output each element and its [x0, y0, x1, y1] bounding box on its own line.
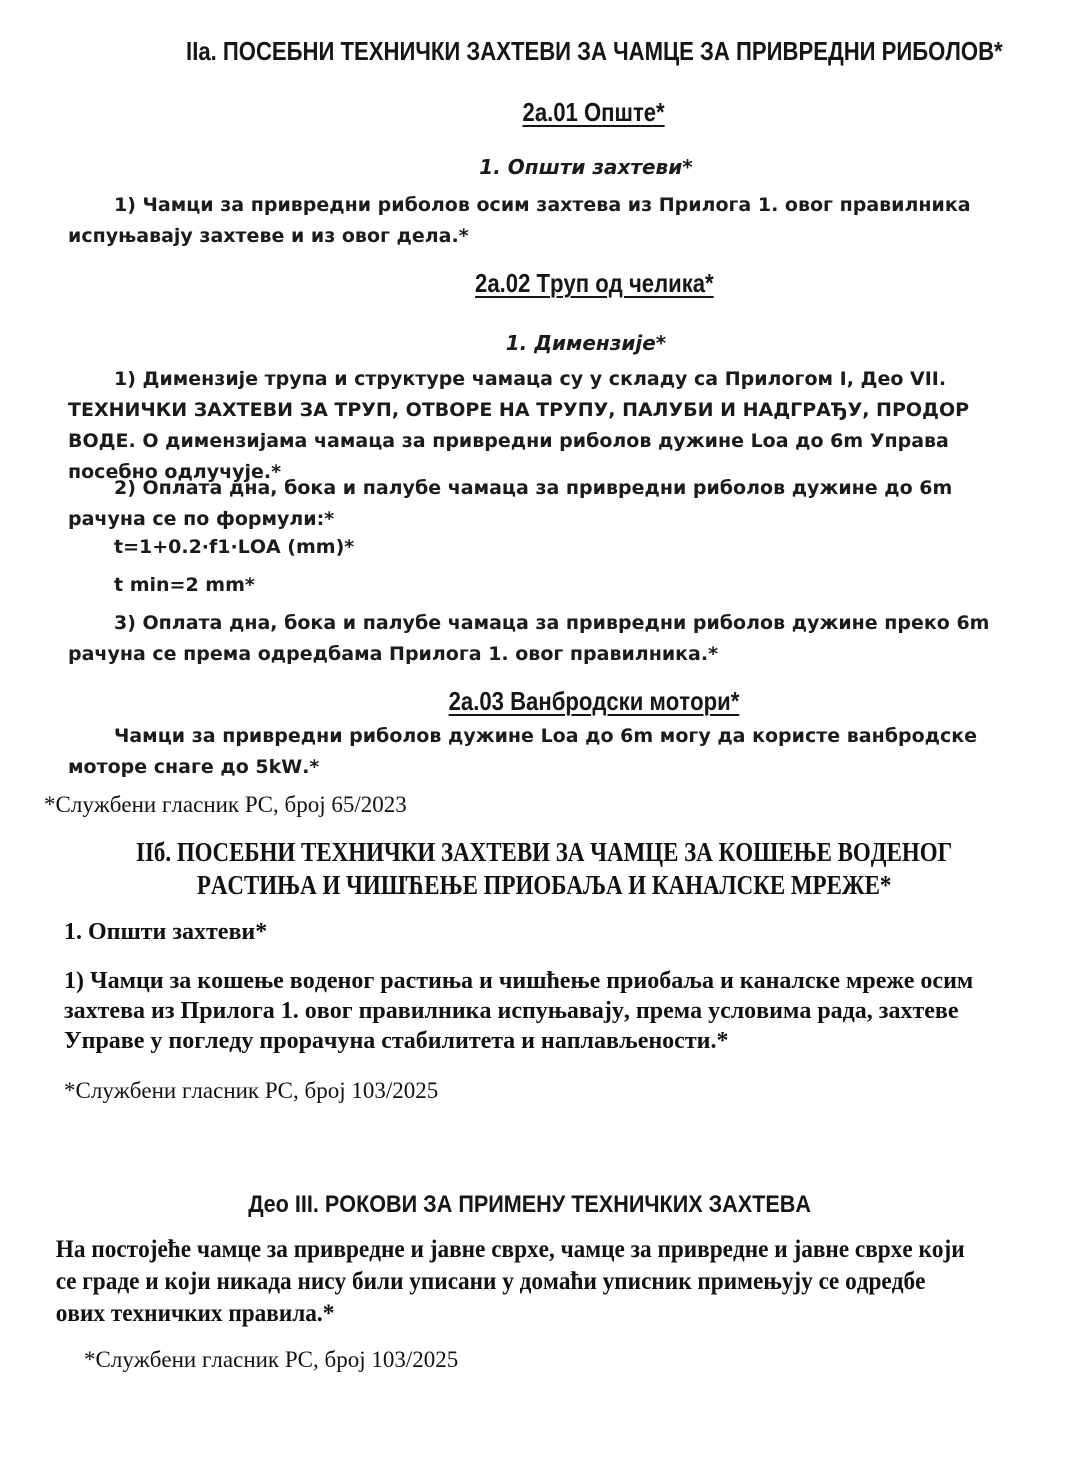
- footnote-official-gazette-103-2025-part3: [0, 1346, 1088, 1374]
- text-line: се граде и који никада нису били уписани у домаћи уписник примењују се одредбе: [55, 1268, 926, 1295]
- text-line: захтева из Прилога 1. овог правилника испуњавају, према условима рада, захтеве: [64, 998, 959, 1024]
- footnote-text: *Службени гласник РС, број 103/2025: [84, 1347, 459, 1372]
- text-line: 1) Чамци за кошење воденог растиња и чишћење приобаља и каналске мреже осим: [64, 968, 974, 994]
- text-line: посебно одлучује.*: [68, 461, 282, 483]
- footnote-official-gazette-65-2023: [0, 791, 1088, 819]
- section-iib-title: [0, 836, 1088, 902]
- footnote-official-gazette-103-2025: [0, 1077, 1088, 1105]
- para-general-requirements-iib: [0, 966, 1088, 1056]
- heading-2a01-row: [0, 97, 1088, 127]
- heading-2a03-row: [0, 686, 1088, 716]
- para-plating-up-to-6m: [0, 473, 1088, 535]
- para-outboard-motors: [0, 721, 1088, 783]
- footnote-text: *Службени гласник РС, број 103/2025: [64, 1078, 439, 1103]
- subheading-general-iib: [0, 917, 1088, 947]
- section-iii-title-row: [0, 1190, 1088, 1220]
- text-line: 2) Оплата дна, бока и палубе чамаца за привредни риболов дужине до 6m: [114, 477, 953, 499]
- footnote-text: *Службени гласник РС, број 65/2023: [44, 792, 407, 817]
- heading-2a01-general: 2а.01 Опште*: [522, 97, 666, 127]
- section-iib-title-inner: [136, 836, 952, 902]
- heading-2a03-outboard-motors: 2а.03 Ванбродски мотори*: [448, 686, 740, 716]
- formula-min-thickness: [0, 570, 1088, 601]
- subheading-general-iib-text: 1. Општи захтеви*: [64, 919, 268, 945]
- para-hull-dimensions: [0, 364, 1088, 488]
- subheading-dimensions-text: 1. Димензије*: [505, 331, 667, 355]
- subheading-dimensions: [0, 328, 1088, 358]
- heading-2a02-steel-hull: 2а.02 Труп од челика*: [474, 268, 714, 298]
- subheading-general-iia: [0, 152, 1088, 182]
- text-line: Управе у погледу прорачуна стабилитета и наплављености.*: [64, 1028, 729, 1054]
- text-line: 3) Оплата дна, бока и палубе чамаца за привредни риболов дужине преко 6m: [114, 612, 990, 634]
- text-line: ВОДЕ. О димензијама чамаца за привредни риболов дужине Loa до 6m Управа: [68, 430, 949, 452]
- section-iia-title: IIа. ПОСЕБНИ ТЕХНИЧКИ ЗАХТЕВИ ЗА ЧАМЦЕ ЗА ПРИВРЕДНИ РИБОЛОВ*: [185, 36, 1003, 66]
- text-line: ових техничких правила.*: [55, 1300, 335, 1327]
- section-iii-title: Део III. РОКОВИ ЗА ПРИМЕНУ ТЕХНИЧКИХ ЗАХТЕВА: [248, 1191, 812, 1218]
- heading-2a02-row: [0, 268, 1088, 298]
- text-line: На постојеће чамце за привредне и јавне сврхе, чамце за привредне и јавне сврхе који: [55, 1236, 965, 1263]
- text-line: рачуна се према одредбама Прилога 1. овог правилника.*: [68, 643, 719, 665]
- subheading-general-iia-text: 1. Општи захтеви*: [479, 155, 693, 179]
- text-line: испуњавају захтеве и из овог дела.*: [68, 225, 469, 247]
- title-line: IIб. ПОСЕБНИ ТЕХНИЧКИ ЗАХТЕВИ ЗА ЧАМЦЕ ЗА КОШЕЊЕ ВОДЕНОГ: [135, 837, 953, 867]
- text-line: рачуна се по формули:*: [68, 508, 335, 530]
- text-line: моторе снаге до 5kW.*: [68, 756, 320, 778]
- section-iia-title-row: [0, 36, 1088, 66]
- formula-text: t min=2 mm*: [114, 574, 255, 596]
- text-line: ТЕХНИЧКИ ЗАХТЕВИ ЗА ТРУП, ОТВОРЕ НА ТРУПУ, ПАЛУБИ И НАДГРАЂУ, ПРОДОР: [68, 399, 970, 421]
- para-application-deadlines: [0, 1234, 1012, 1330]
- text-line: Чамци за привредни риболов дужине Loa до 6m могу да користе ванбродске: [114, 725, 978, 747]
- para-plating-over-6m: [0, 608, 1088, 670]
- title-line: РАСТИЊА И ЧИШЋЕЊЕ ПРИОБАЉА И КАНАЛСКЕ МРЕЖЕ*: [196, 870, 892, 900]
- text-line: 1) Димензије трупа и структуре чамаца су у складу са Прилогом I, Део VII.: [114, 368, 947, 390]
- formula-plate-thickness: [0, 532, 1088, 563]
- formula-text: t=1+0.2·f1·LOA (mm)*: [114, 536, 355, 558]
- para-general-requirements-iia: [0, 190, 1088, 252]
- text-line: 1) Чамци за привредни риболов осим захтева из Прилога 1. овог правилника: [114, 194, 971, 216]
